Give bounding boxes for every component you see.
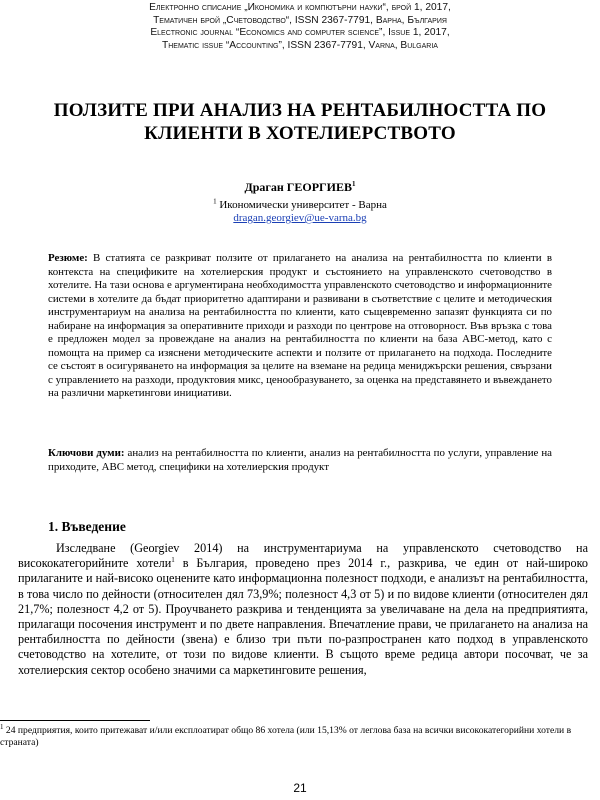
author-email-link[interactable]: dragan.georgiev@ue-varna.bg [233, 212, 367, 224]
header-line-2: Тематичен брой „Счетоводство“, ISSN 2367-7791, Варна, България [153, 14, 447, 26]
footnote [0, 722, 590, 749]
footnote-text: 24 предприятия, които притежават и/или експлоатират общо 86 хотела (или 15,13% от леглова база на всички висококатегорийни хотели в страната) [0, 725, 572, 748]
footnote-divider [0, 720, 150, 721]
section-heading: 1. Въведение [48, 519, 126, 534]
abstract-text: В статията се разкриват ползите от прилагането на анализа на рентабилността по клиенти в контекста на спецификите на хотелиерския продукт и състоянието на управленското счетоводство в хотелите. На тази основа е аргументирана необходимостта управленското счетоводство и информационните системи в хотелите да бъдат приоритетно адаптирани и развивани в съответствие с целите и методическия инструментариум на анализа на рентабилността по клиенти, като същевременно запазят функцията си по набиране на информация за оперативните приходи и разходи по центрове на отговорност. Във връзка с това е предложен модел за провеждане на анализ на рентабилността по клиенти на база ABC-метод, като с помощта на пример са изяснени методическите аспекти и ползите от прилагането на подхода. Последните се състоят в осигуряването на информация за целите на вземане на редица мениджърски решения, свързани с управлението на разходи, продуктовия микс, ценообразуването, за оценка на представянето и въвеждането на различни маркетингови инициативи. [48, 252, 552, 399]
affiliation-block [100, 199, 500, 225]
paper-title: ПОЛЗИТЕ ПРИ АНАЛИЗ НА РЕНТАБИЛНОСТТА ПО КЛИЕНТИ В ХОТЕЛИЕРСТВОТО [53, 100, 547, 144]
footnote-mark: 1 [0, 722, 4, 731]
journal-header [40, 2, 560, 52]
keywords-text: анализ на рентабилността по клиенти, анализ на рентабилността по услуги, управление на приходите, ABC метод, специфики на хотелиерския продукт [48, 447, 553, 473]
page-number: 21 [293, 781, 307, 795]
author-line [100, 180, 500, 195]
keywords-block [48, 447, 552, 474]
affiliation-line [100, 199, 500, 212]
header-line-1: Електронно списание „Икономика и компютърни науки“, брой 1, 2017, [149, 2, 451, 13]
abstract-block [48, 252, 552, 401]
body-footnote-mark: 1 [171, 556, 175, 565]
header-line-3: Electronic journal “Economics and computer science”, Issue 1, 2017, [150, 27, 450, 39]
body-text-part-2: в България, проведено през 2014 г., разкрива, че един от най-широко прилаганите и най-високо оценените като информационна полезност подходи, е анализът на рентабилността, в това число по дейности (относителен дял 73,9%; полезност 4,3 от 5) и по видове клиенти (относителен дял 21,7%; полезност 4,2 от 5). Проучването разкрива и тенденцията за увеличаване на дела на предприятията, прилагащи посочения инструмент и по двете направления. Впечатление прави, че прилагането на анализа на рентабилността по дейности (звена) е близо три пъти по-разпространен като подход в управленското счетоводство на хотелите, от този по видове клиенти. В същото време редица автори посочват, че за хотелиерския сектор особено значими са маркетинговите решения, [18, 556, 588, 677]
author-name: Драган ГЕОРГИЕВ [244, 180, 353, 194]
abstract-label: Резюме: [48, 252, 88, 264]
affiliation-name: Икономически университет - Варна [219, 199, 387, 211]
keywords-label: Ключови думи: [48, 447, 125, 459]
author-email-line [100, 212, 500, 225]
header-line-4: Thematic issue “Accounting”, ISSN 2367-7791, Varna, Bulgaria [162, 39, 438, 51]
author-footnote-mark: 1 [352, 180, 356, 188]
body-paragraph [18, 541, 588, 678]
body-text-part-1: Изследване (Georgiev 2014) на инструментариума на управленското счетоводство на висококатегорийните хотели [18, 541, 588, 571]
affiliation-mark: 1 [213, 197, 217, 206]
